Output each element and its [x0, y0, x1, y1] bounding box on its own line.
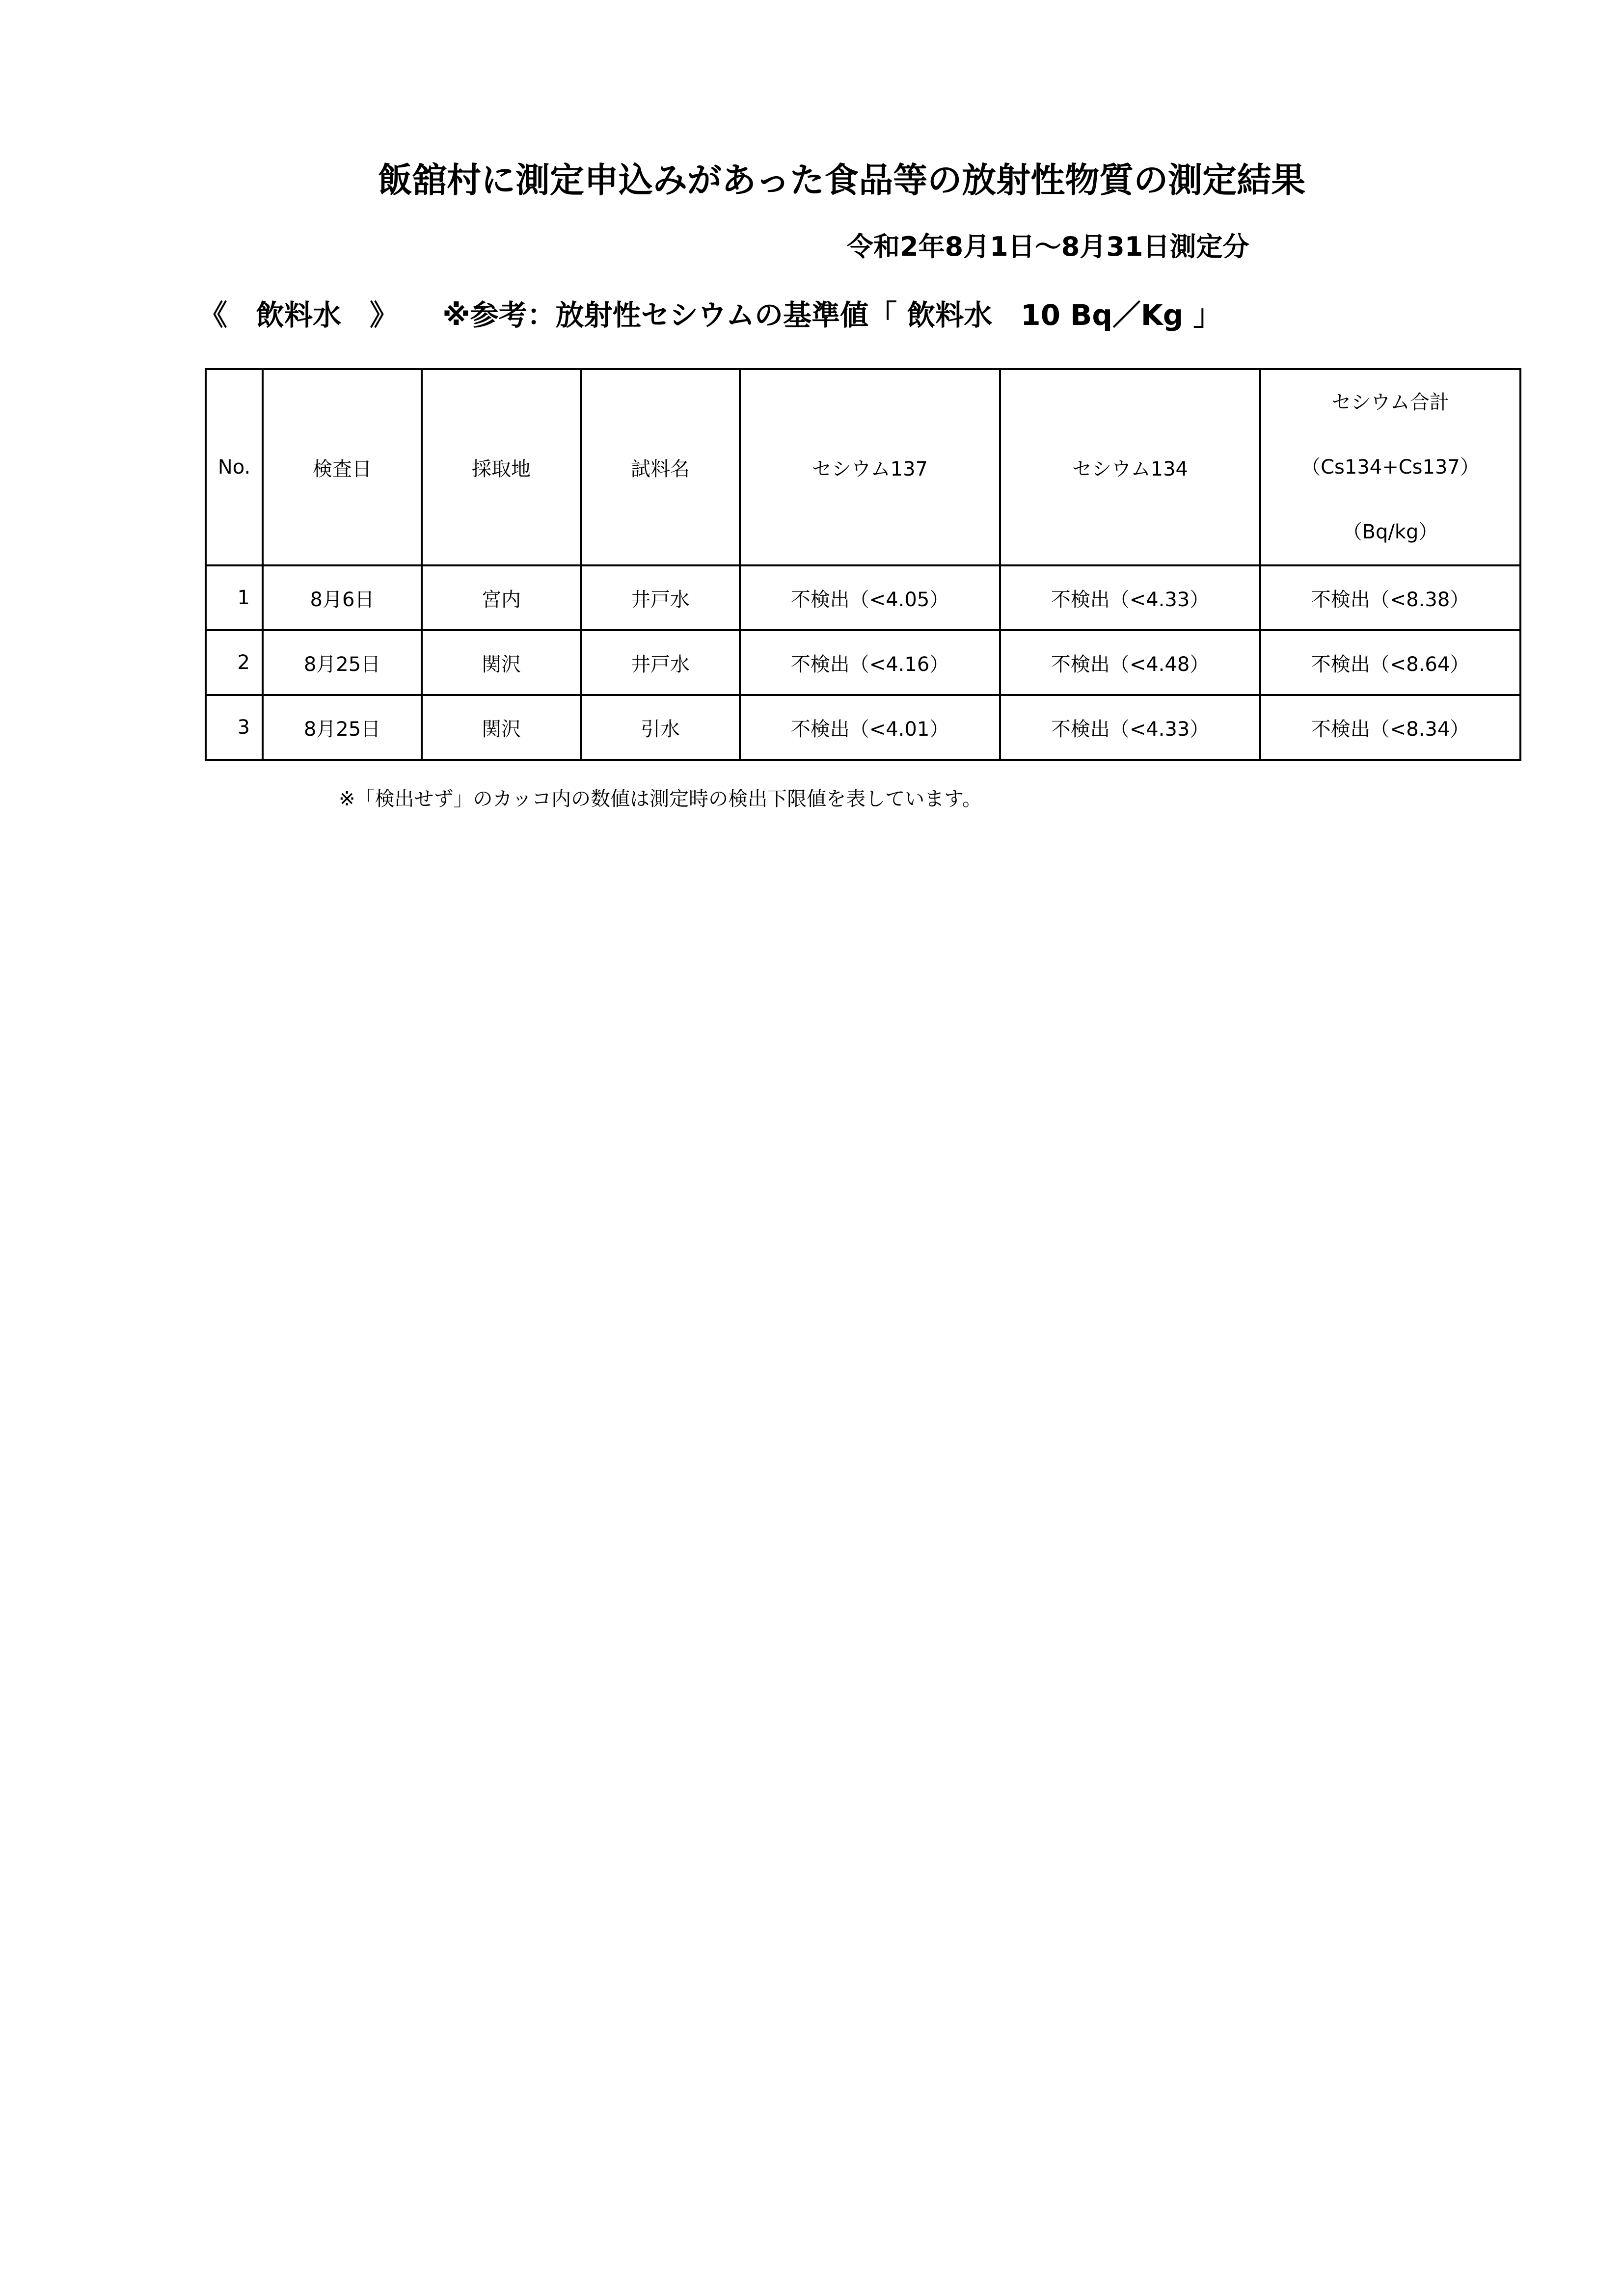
category-label: 《 飲料水 》	[199, 298, 399, 332]
table-row	[206, 695, 1520, 760]
cell-no: 3	[206, 695, 263, 760]
cell-cs137: 不検出（<4.16）	[740, 630, 1000, 695]
cell-location: 関沢	[422, 630, 581, 695]
table-header-row	[206, 369, 1520, 565]
cell-no: 2	[206, 630, 263, 695]
cell-total: 不検出（<8.38）	[1260, 565, 1520, 630]
header-cs137: セシウム137	[740, 369, 1000, 565]
header-location: 採取地	[422, 369, 581, 565]
table-row	[206, 565, 1520, 630]
cell-date: 8月25日	[263, 630, 422, 695]
cell-cs137: 不検出（<4.05）	[740, 565, 1000, 630]
header-sample: 試料名	[581, 369, 740, 565]
header-total-unit: （Bq/kg）	[1342, 521, 1438, 543]
results-table	[205, 368, 1521, 761]
cell-location: 宮内	[422, 565, 581, 630]
cell-sample: 引水	[581, 695, 740, 760]
header-cs134: セシウム134	[1000, 369, 1260, 565]
table-row	[206, 630, 1520, 695]
cell-date: 8月6日	[263, 565, 422, 630]
cell-date: 8月25日	[263, 695, 422, 760]
cell-total: 不検出（<8.34）	[1260, 695, 1520, 760]
header-total-formula: （Cs134+Cs137）	[1301, 456, 1480, 479]
cell-cs134: 不検出（<4.48）	[1000, 630, 1260, 695]
header-date: 検査日	[263, 369, 422, 565]
cell-location: 関沢	[422, 695, 581, 760]
cell-no: 1	[206, 565, 263, 630]
section-heading	[199, 295, 1222, 335]
footnote: ※「検出せず」のカッコ内の数値は測定時の検出下限値を表しています。	[339, 788, 982, 810]
header-no: No.	[206, 369, 263, 565]
cell-sample: 井戸水	[581, 630, 740, 695]
cell-cs134: 不検出（<4.33）	[1000, 565, 1260, 630]
cell-sample: 井戸水	[581, 565, 740, 630]
header-total-title: セシウム合計	[1331, 391, 1449, 414]
document-title: 飯舘村に測定申込みがあった食品等の放射性物質の測定結果	[378, 160, 1306, 200]
cell-total: 不検出（<8.64）	[1260, 630, 1520, 695]
cell-cs134: 不検出（<4.33）	[1000, 695, 1260, 760]
cell-cs137: 不検出（<4.01）	[740, 695, 1000, 760]
measurement-period: 令和2年8月1日～8月31日測定分	[847, 231, 1249, 262]
reference-standard: ※参考：放射性セシウムの基準値「 飲料水 10 Bq／Kg 」	[442, 298, 1222, 332]
header-total	[1260, 369, 1520, 565]
